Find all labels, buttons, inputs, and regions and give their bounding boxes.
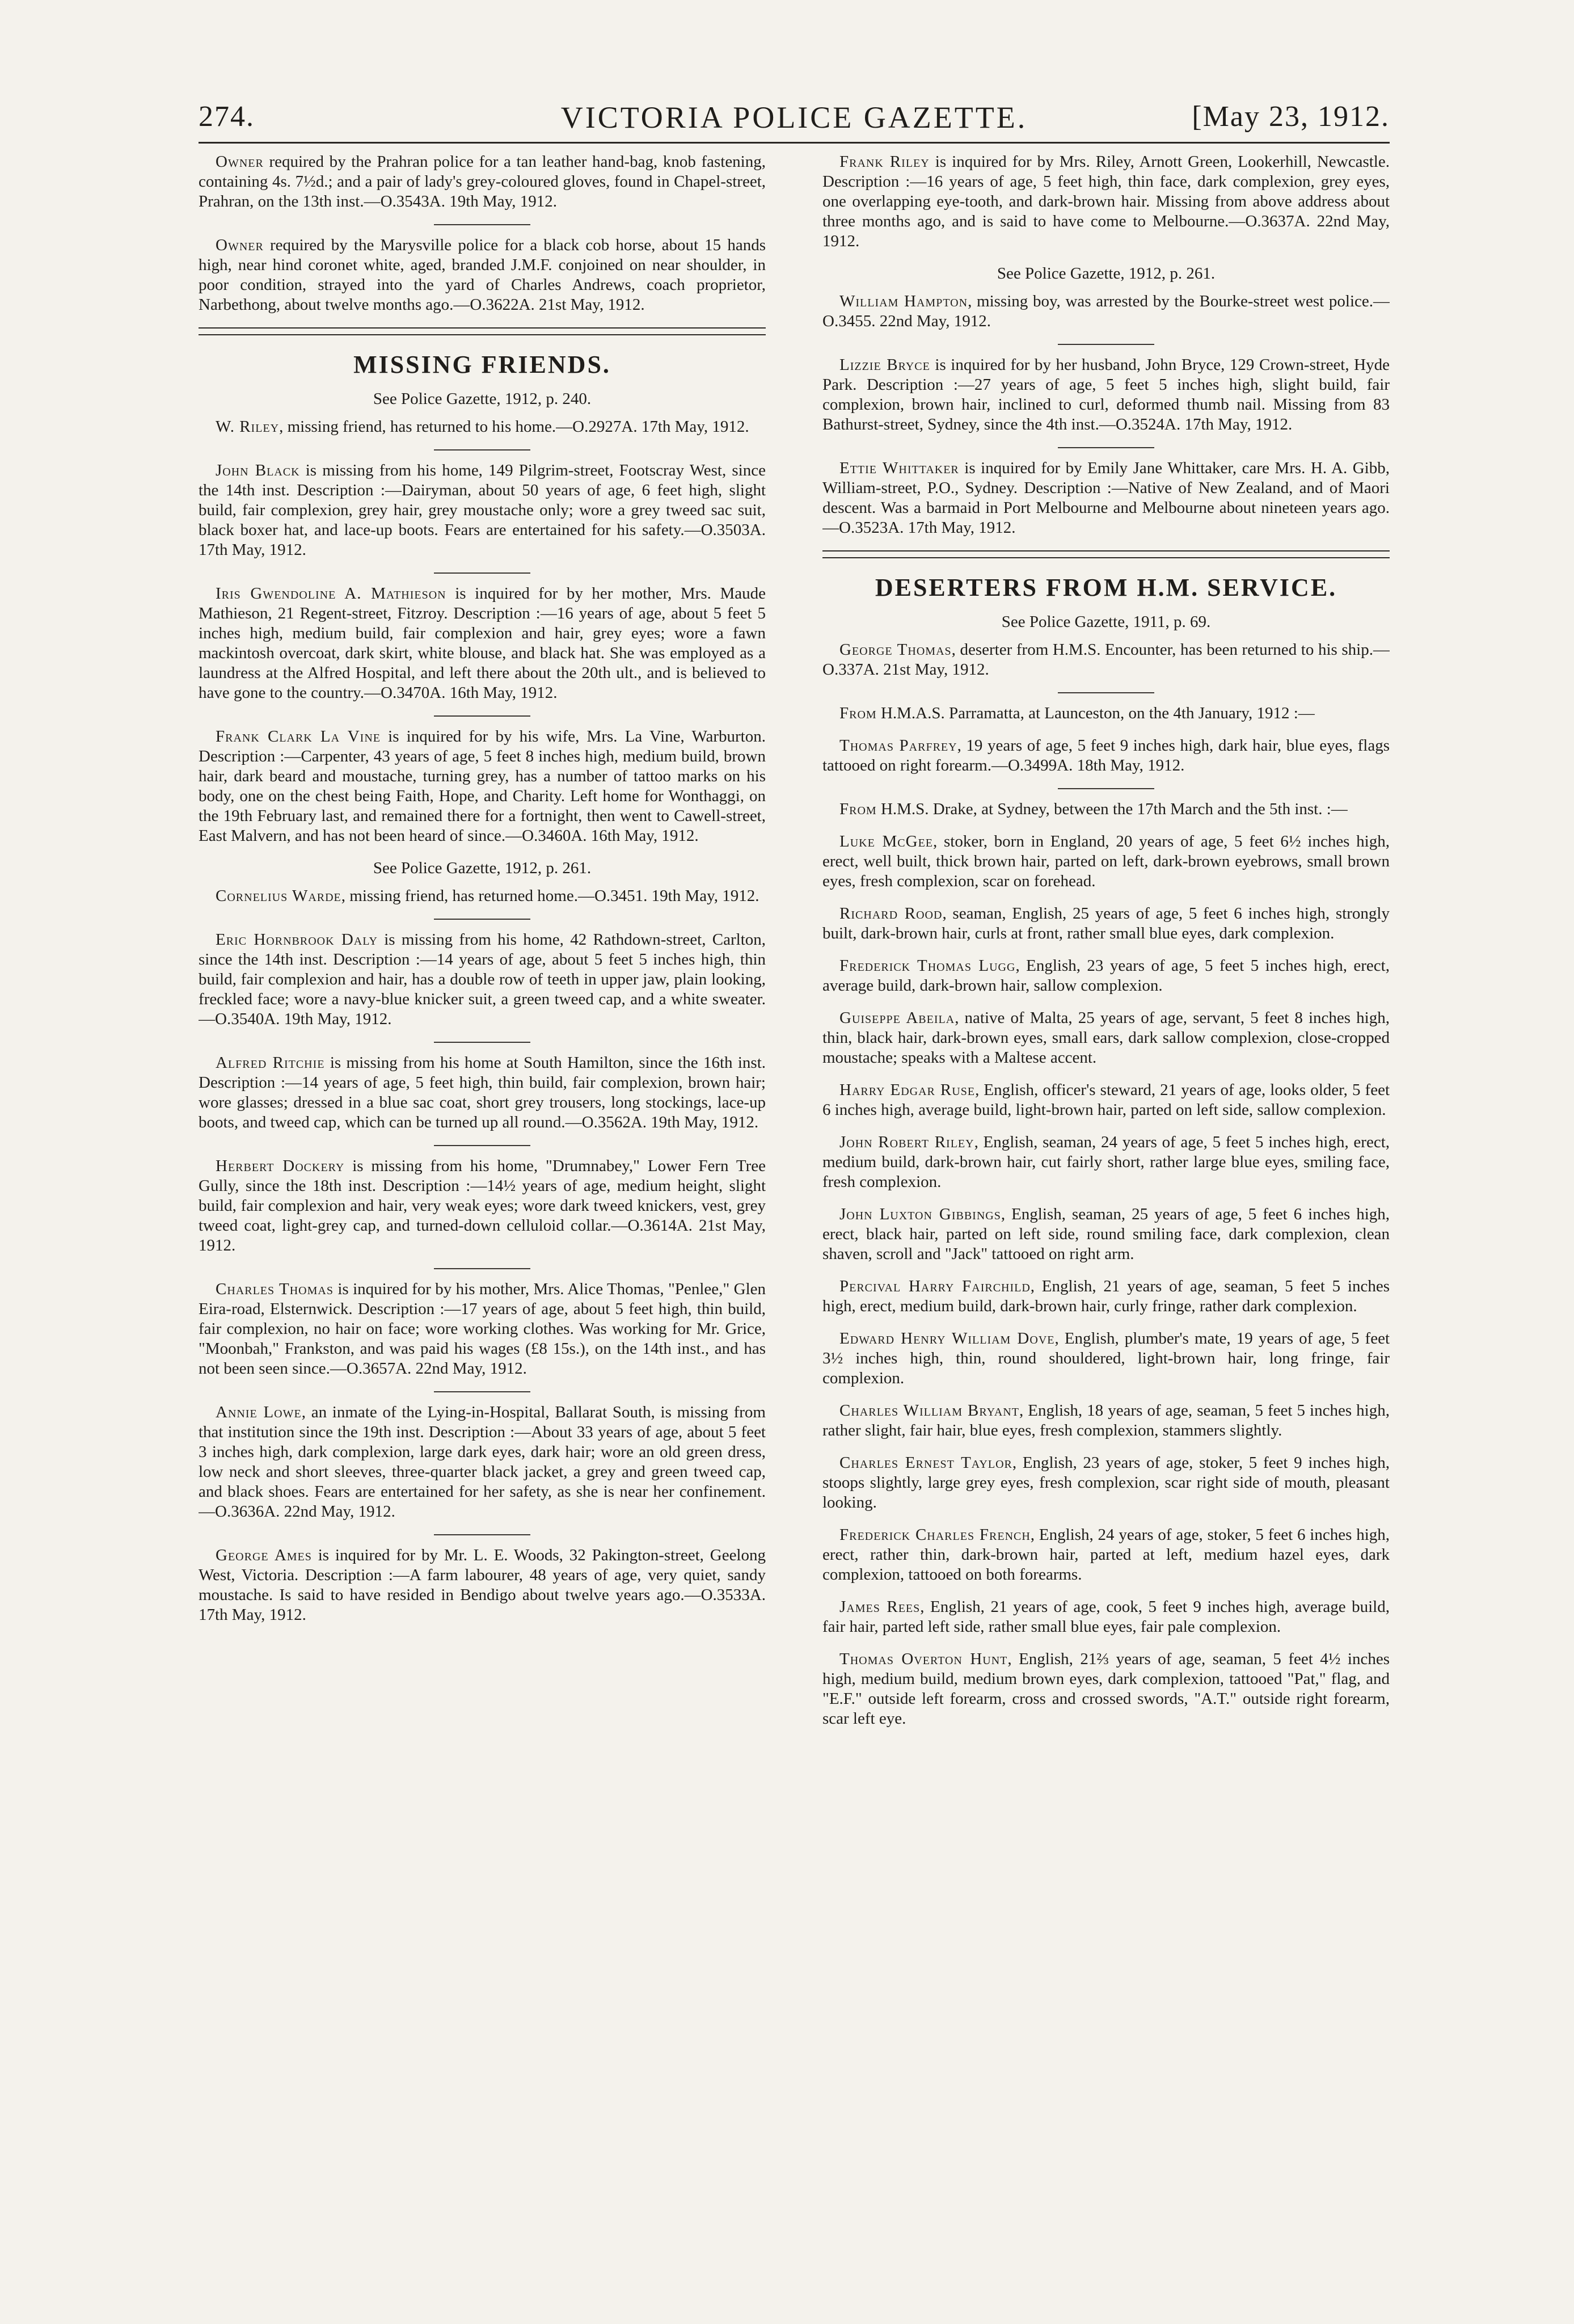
person-name: William Hampton xyxy=(839,292,968,310)
person-name: Charles Thomas xyxy=(216,1280,334,1298)
notice-rule xyxy=(1058,447,1154,448)
notice-item xyxy=(822,355,1390,435)
notice-item xyxy=(199,727,766,846)
person-name: Luke McGee xyxy=(839,832,934,851)
notice-item xyxy=(822,1597,1390,1637)
gazette-title: VICTORIA POLICE GAZETTE. xyxy=(560,100,1028,134)
notice-item xyxy=(822,152,1390,251)
see-reference: See Police Gazette, 1912, p. 261. xyxy=(373,859,592,877)
notice-item xyxy=(822,1649,1390,1729)
notice-text: , native of Malta, 25 years of age, servant, 5 feet 8 inches high, thin, black hair, dark-brown eyes, small ears, dark sallow complexion, close-cropped moustache; speaks with a Maltese accent. xyxy=(822,1009,1390,1067)
person-name: Charles William Bryant xyxy=(839,1401,1019,1420)
notice-text: , English, seaman, 24 years of age, 5 feet 5 inches high, erect, medium build, dark-brown hair, cut fairly short, rather large blue eyes, smiling face, fresh complexion. xyxy=(822,1133,1390,1191)
person-name: Frederick Charles French xyxy=(839,1526,1031,1544)
notice-text: , missing friend, has returned home.—O.3451. 19th May, 1912. xyxy=(341,887,759,905)
notice-rule xyxy=(434,1145,530,1146)
person-name: John Black xyxy=(216,461,300,479)
notice-item xyxy=(822,640,1390,680)
person-name: Lizzie Bryce xyxy=(839,356,930,374)
notice-text: is inquired for by his mother, Mrs. Alice Thomas, "Penlee," Glen Eira-road, Elsternwick. Description :—17 years of age, about 5 feet high, thin build, fair complexion, no hair on face; wore working clothes. Was working for Mr. Grice, "Moonbah," Frankston, and was paid his wages (£8 15s.), on the 14th inst., and has not been seen since.—O.3657A. 22nd May, 1912. xyxy=(199,1280,766,1378)
person-name: Alfred Ritchie xyxy=(216,1054,325,1072)
notice-item xyxy=(199,461,766,560)
intro-text: H.M.A.S. Parramatta, at Launceston, on the 4th January, 1912 :— xyxy=(876,704,1315,722)
right-column xyxy=(822,152,1390,2302)
missing-notices-3 xyxy=(822,152,1390,251)
notice-item xyxy=(199,1279,766,1379)
notice-text: is inquired for by Mrs. Riley, Arnott Green, Lookerhill, Newcastle. Description :—16 years of age, 5 feet high, thin face, dark complexion, grey eyes, one overlapping eye-tooth, and dark-brown hair. Missing from above address about three months ago, and is said to have come to Melbourne.—O.3637A. 22nd May, 1912. xyxy=(822,153,1390,250)
notice-item xyxy=(199,886,766,906)
notice-item xyxy=(199,584,766,703)
notice-text: , English, 21 years of age, seaman, 5 feet 5 inches high, erect, medium build, dark-brown hair, curly fringe, rather dark complexion. xyxy=(822,1277,1390,1315)
header-rule xyxy=(199,142,1390,144)
notice-rule xyxy=(434,572,530,574)
notice-text: , deserter from H.M.S. Encounter, has been returned to his ship.—O.337A. 21st May, 1912. xyxy=(822,641,1390,679)
missing-friends-heading: MISSING FRIENDS. xyxy=(353,351,611,378)
intro-text: H.M.S. Drake, at Sydney, between the 17th March and the 5th inst. :— xyxy=(876,800,1348,818)
notice-item xyxy=(822,1277,1390,1316)
person-name: Edward Henry William Dove xyxy=(839,1329,1055,1348)
person-name: W. Riley xyxy=(216,418,280,436)
deserter-returned xyxy=(822,640,1390,680)
notice-text: , English, 24 years of age, stoker, 5 feet 6 inches high, erect, rather thin, dark-brown hair, parted at left, medium hazel eyes, dark complexion, tattooed on both forearms. xyxy=(822,1526,1390,1584)
section-divider xyxy=(822,550,1390,558)
person-name: James Rees xyxy=(839,1598,921,1616)
notice-rule xyxy=(434,1534,530,1535)
notice-text: , English, 21 years of age, cook, 5 feet 9 inches high, average build, fair hair, parted left side, rather small blue eyes, fair pale complexion. xyxy=(822,1598,1390,1636)
notice-item xyxy=(822,1008,1390,1068)
person-name: Guiseppe Abeila xyxy=(839,1009,955,1027)
ship-intro xyxy=(822,704,1390,723)
notice-rule xyxy=(1058,788,1154,789)
notice-text: , missing boy, was arrested by the Bourke-street west police.—O.3455. 22nd May, 1912. xyxy=(822,292,1390,330)
person-name: Cornelius Warde xyxy=(216,887,341,905)
person-name: George Ames xyxy=(216,1546,312,1564)
person-name: Charles Ernest Taylor xyxy=(839,1454,1012,1472)
notice-item xyxy=(822,1205,1390,1264)
person-name: Owner xyxy=(216,153,264,171)
notice-item xyxy=(199,235,766,315)
notice-item xyxy=(822,1525,1390,1585)
person-name: Ettie Whittaker xyxy=(839,459,959,477)
intro-lead: From xyxy=(839,800,877,818)
section-divider xyxy=(199,327,766,335)
missing-notices-4 xyxy=(822,292,1390,538)
notice-rule xyxy=(434,1268,530,1269)
notice-text: is inquired for by her husband, John Bryce, 129 Crown-street, Hyde Park. Description :—27 years of age, 5 feet 5 inches high, slight build, fair complexion, brown hair, inclined to curl, deformed thumb nail. Missing from 83 Bathurst-street, Sydney, since the 4th inst.—O.3524A. 17th May, 1912. xyxy=(822,356,1390,433)
notice-text: , English, 21⅔ years of age, seaman, 5 feet 4½ inches high, medium build, medium brown eyes, dark complexion, tattooed "Pat," flag, and "E.F." outside left forearm, cross and crossed swords, "A.T." outside right forearm, scar left eye. xyxy=(822,1650,1390,1728)
notice-text: is inquired for by Mr. L. E. Woods, 32 Pakington-street, Geelong West, Victoria. Description :—A farm labourer, 48 years of age, very quiet, sandy moustache. Is said to have resided in Bendigo about twelve years ago.—O.3533A. 17th May, 1912. xyxy=(199,1546,766,1624)
person-name: Herbert Dockery xyxy=(216,1157,345,1175)
notice-rule xyxy=(434,715,530,717)
page-header xyxy=(199,100,1390,140)
notice-text: , English, 23 years of age, stoker, 5 feet 9 inches high, stoops slightly, large grey eyes, fresh complexion, scar right side of mouth, pleasant looking. xyxy=(822,1454,1390,1512)
notice-item xyxy=(822,1132,1390,1192)
notice-item xyxy=(822,1329,1390,1388)
person-name: Iris Gwendoline A. Mathieson xyxy=(216,584,446,603)
notice-item xyxy=(199,152,766,212)
person-name: Harry Edgar Ruse xyxy=(839,1081,976,1099)
drake-intro xyxy=(822,799,1390,819)
notice-text: , English, 23 years of age, 5 feet 5 inches high, erect, average build, dark-brown hair, sallow complexion. xyxy=(822,957,1390,995)
notice-rule xyxy=(1058,692,1154,693)
notice-text: , English, seaman, 25 years of age, 5 feet 6 inches high, erect, black hair, parted on left side, round smiling face, dark complexion, clean shaven, scroll and "Jack" tattooed on right arm. xyxy=(822,1205,1390,1263)
notice-item xyxy=(822,1401,1390,1441)
notice-item xyxy=(822,736,1390,776)
see-reference: See Police Gazette, 1912, p. 261. xyxy=(997,264,1216,283)
deserters-heading: DESERTERS FROM H.M. SERVICE. xyxy=(875,574,1337,601)
person-name: Frank Clark La Vine xyxy=(216,727,381,746)
parramatta-deserters xyxy=(822,736,1390,776)
notice-item xyxy=(199,1156,766,1256)
notice-text: is inquired for by Emily Jane Whittaker, care Mrs. H. A. Gibb, William-street, P.O., Sydney. Description :—Native of New Zealand, and of Maori descent. Was a barmaid in Port Melbourne and Melbourne about nineteen years ago.—O.3523A. 17th May, 1912. xyxy=(822,459,1390,537)
person-name: Frederick Thomas Lugg xyxy=(839,957,1016,975)
notice-text: , missing friend, has returned to his home.—O.2927A. 17th May, 1912. xyxy=(279,418,749,436)
notice-item xyxy=(822,1080,1390,1120)
notice-item xyxy=(199,1403,766,1522)
notice-text: is missing from his home, 149 Pilgrim-street, Footscray West, since the 14th inst. Description :—Dairyman, about 50 years of age, 6 feet high, slight build, fair complexion, grey hair, grey moustache only; wore a grey tweed sac suit, black boxer hat, and lace-up boots. Fears are entertained for his safety.—O.3503A. 17th May, 1912. xyxy=(199,461,766,559)
notice-text: , seaman, English, 25 years of age, 5 feet 6 inches high, strongly built, dark-brown hair, curls at front, rather small blue eyes, dark complexion. xyxy=(822,904,1390,942)
notice-text: required by the Prahran police for a tan leather hand-bag, knob fastening, containing 4s. 7½d.; and a pair of lady's grey-coloured gloves, found in Chapel-street, Prahran, on the 13th inst.—O.3543A. 19th May, 1912. xyxy=(199,153,766,210)
notice-text: is missing from his home at South Hamilton, since the 16th inst. Description :—14 years of age, 5 feet high, thin build, fair complexion, brown hair; wore glasses; dressed in a blue sac coat, short grey trousers, long stockings, lace-up boots, and tweed cap, which can be turned up all round.—O.3562A. 19th May, 1912. xyxy=(199,1054,766,1131)
person-name: Thomas Overton Hunt xyxy=(839,1650,1008,1668)
notice-text: is missing from his home, "Drumnabey," Lower Fern Tree Gully, since the 18th inst. Description :—14½ years of age, medium height, slight build, fair complexion and hair, very weak eyes; wore dark tweed knickers, vest, grey tweed coat, light-grey cap, and turned-down celluloid collar.—O.3614A. 21st May, 1912. xyxy=(199,1157,766,1254)
person-name: Annie Lowe xyxy=(216,1403,302,1421)
notice-text: is missing from his home, 42 Rathdown-street, Carlton, since the 14th inst. Description :—14 years of age, about 5 feet 5 inches high, thin build, fair complexion and hair, has a double row of teeth in upper jaw, plain looking, freckled face; wore a navy-blue knicker suit, a green tweed cap, and a white sweater.—O.3540A. 19th May, 1912. xyxy=(199,931,766,1028)
notice-text: , an inmate of the Lying-in-Hospital, Ballarat South, is missing from that institution since the 19th inst. Description :—About 33 years of age, about 5 feet 3 inches high, dark complexion, large dark eyes, dark hair; wore an old green dress, low neck and short sleeves, three-quarter black jacket, a grey and green tweed cap, and black shoes. Fears are entertained for her safety, as she is near her confinement.—O.3636A. 22nd May, 1912. xyxy=(199,1403,766,1521)
person-name: Percival Harry Fairchild xyxy=(839,1277,1031,1295)
person-name: Owner xyxy=(216,236,264,254)
notice-text: required by the Marysville police for a black cob horse, about 15 hands high, near hind coronet white, aged, branded J.M.F. conjoined on near shoulder, in poor condition, strayed into the yard of Charles Andrews, coach proprietor, Narbethong, about twelve months ago.—O.3622A. 21st May, 1912. xyxy=(199,236,766,314)
notice-rule xyxy=(434,1042,530,1043)
parramatta-intro xyxy=(822,704,1390,723)
person-name: John Luxton Gibbings xyxy=(839,1205,1001,1223)
left-column xyxy=(199,152,766,2302)
notice-item xyxy=(199,930,766,1029)
notice-item xyxy=(822,1453,1390,1513)
notice-text: , 19 years of age, 5 feet 9 inches high, dark hair, blue eyes, flags tattooed on right forearm.—O.3499A. 18th May, 1912. xyxy=(822,736,1390,774)
notice-text: , English, officer's steward, 21 years of age, looks older, 5 feet 6 inches high, average build, light-brown hair, parted on left side, sallow complexion. xyxy=(822,1081,1390,1119)
missing-notices-1 xyxy=(199,417,766,846)
notice-item xyxy=(822,458,1390,538)
missing-notices-2 xyxy=(199,886,766,1625)
page-number: 274. xyxy=(199,100,255,133)
issue-date: [May 23, 1912. xyxy=(1192,100,1390,133)
see-reference: See Police Gazette, 1911, p. 69. xyxy=(1001,613,1211,631)
notice-item xyxy=(822,832,1390,891)
person-name: John Robert Riley xyxy=(839,1133,974,1151)
person-name: Eric Hornbrook Daly xyxy=(216,931,378,949)
person-name: George Thomas xyxy=(839,641,952,659)
person-name: Frank Riley xyxy=(839,153,930,171)
notice-text: , stoker, born in England, 20 years of age, 5 feet 6½ inches high, erect, well built, thick brown hair, parted on left, dark-brown eyebrows, small brown eyes, fresh complexion, scar on forehead. xyxy=(822,832,1390,890)
notice-item xyxy=(822,904,1390,944)
notice-text: is inquired for by her mother, Mrs. Maude Mathieson, 21 Regent-street, Fitzroy. Description :—16 years of age, about 5 feet 5 inches high, medium build, fair complexion and hair, grey eyes; wore a fawn mackintosh overcoat, dark skirt, white blouse, and black hat. She was employed as a laundress at the Alfred Hospital, and left there about the 20th ult., and is believed to have gone to the country.—O.3470A. 16th May, 1912. xyxy=(199,584,766,702)
notice-text: is inquired for by his wife, Mrs. La Vine, Warburton. Description :—Carpenter, 43 years of age, 5 feet 8 inches high, medium build, brown hair, dark beard and moustache, turning grey, has a number of tattoo marks on his body, one on the chest being Faith, Hope, and Charity. Left home for Wonthaggi, on the 19th February last, and remained there for a fortnight, then went to Cawell-street, East Malvern, and has not been heard of since.—O.3460A. 16th May, 1912. xyxy=(199,727,766,845)
notice-rule xyxy=(434,449,530,451)
notice-text: , English, plumber's mate, 19 years of age, 5 feet 3½ inches high, thin, round shouldered, light-brown hair, long fringe, fair complexion. xyxy=(822,1329,1390,1387)
notice-text: , English, 18 years of age, seaman, 5 feet 5 inches high, rather slight, fair hair, blue eyes, fresh complexion, stammers slightly. xyxy=(822,1401,1390,1439)
intro-lead: From xyxy=(839,704,877,722)
ship-intro xyxy=(822,799,1390,819)
notice-item xyxy=(199,1546,766,1625)
owner-notices xyxy=(199,152,766,315)
person-name: Thomas Parfrey xyxy=(839,736,957,755)
notice-item xyxy=(199,1053,766,1132)
notice-rule xyxy=(434,919,530,920)
see-reference: See Police Gazette, 1912, p. 240. xyxy=(373,390,592,408)
drake-deserters xyxy=(822,832,1390,1729)
notice-rule xyxy=(434,224,530,225)
notice-rule xyxy=(434,1391,530,1392)
notice-rule xyxy=(1058,344,1154,345)
notice-item xyxy=(822,292,1390,331)
notice-item xyxy=(822,956,1390,996)
person-name: Richard Rood xyxy=(839,904,943,923)
notice-item xyxy=(199,417,766,437)
